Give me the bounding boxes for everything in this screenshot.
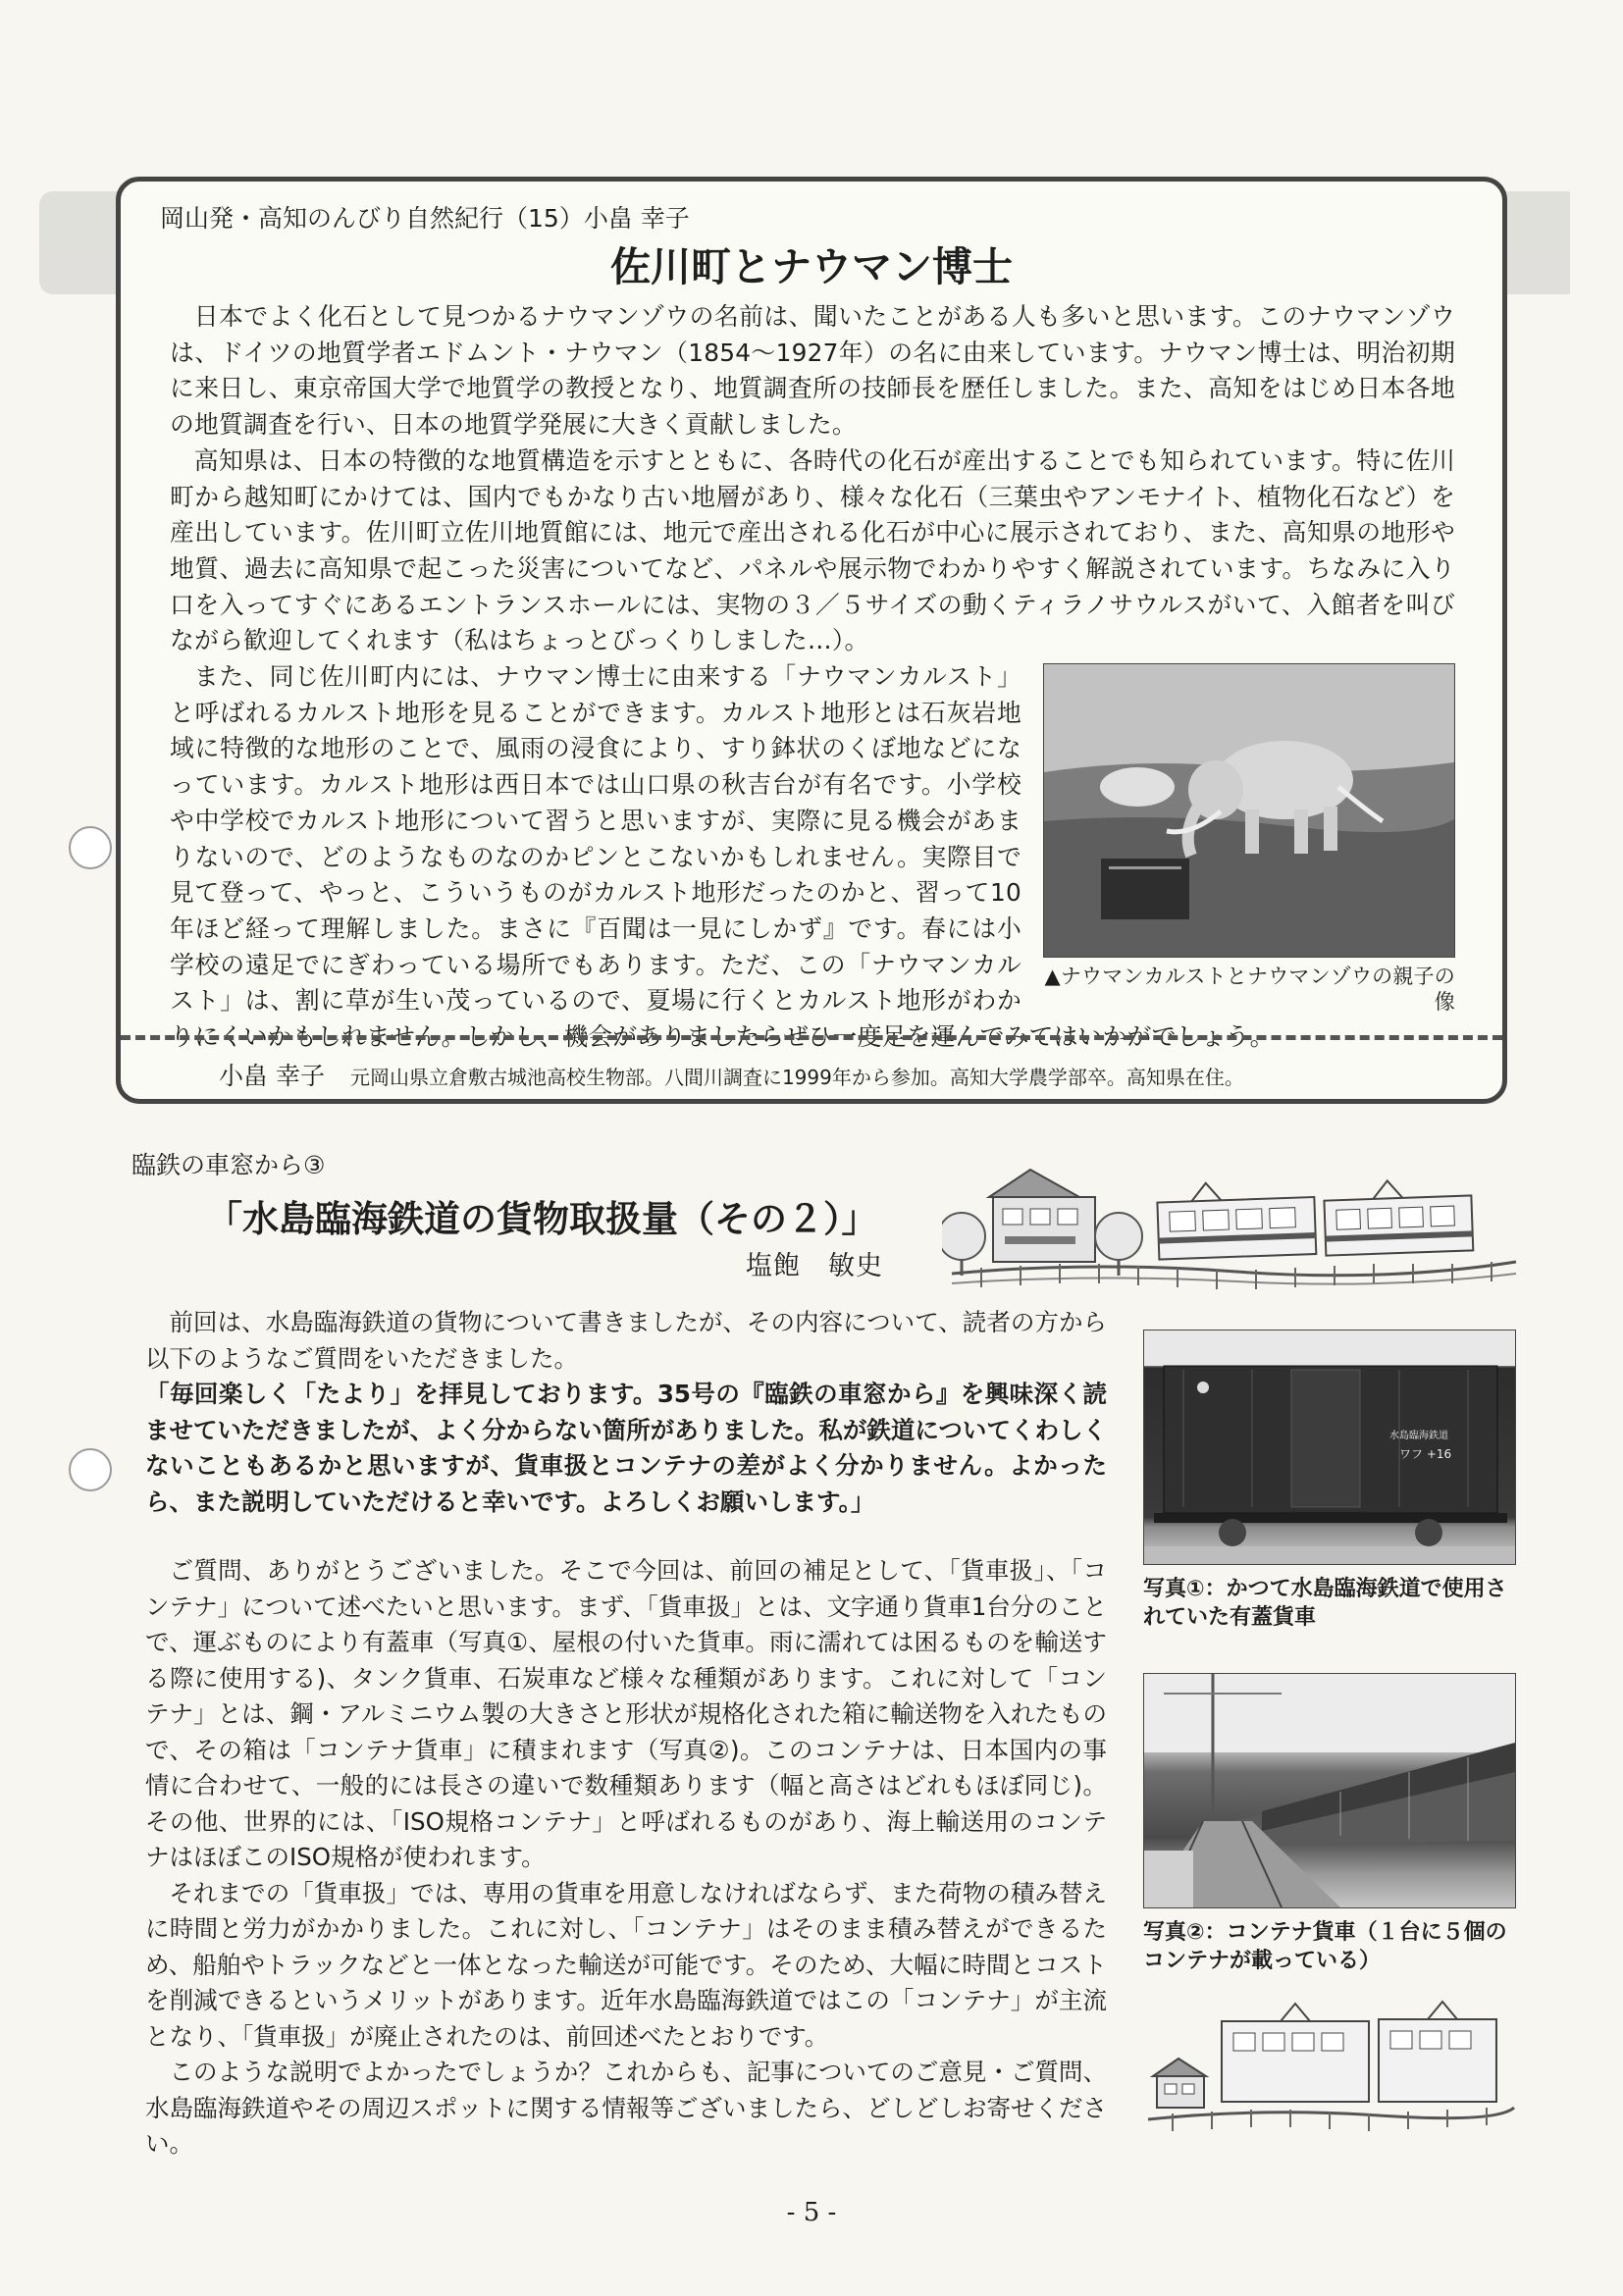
paragraph: 高知県は、日本の特徴的な地質構造を示すとともに、各時代の化石が産出することでも知られています。特に佐川町から越知町にかけては、国内でもかなり古い地層があり、様々な化石（三葉虫やアンモナイト、植物化石など）を産出しています。佐川町立佐川地質館には、地元で産出される化石が中心に展示されており、また、高知県の地形や地質、過去に高知県で起こった災害についてなど、パネルや展示物でわかりやすく解説されています。ちなみに入り口を入ってすぐにあるエントランスホールには、実物の３／５サイズの動くティラノサウルスがいて、入館者を叫びながら歓迎してくれます（私はちょっとびっくりしました…）。 [170, 445, 1455, 655]
author-profile [219, 1057, 1244, 1092]
train-and-house-illustration [1143, 1992, 1516, 2139]
section-divider [121, 1035, 1502, 1040]
paragraph: 前回は、水島臨海鉄道の貨物について書きましたが、その内容について、読者の方から以下のようなご質問をいただきました。 [145, 1308, 1107, 1373]
author-bio: 元岡山県立倉敷古城池高校生物部。八間川調査に1999年から参加。高知大学農学部卒。高知県在住。 [349, 1066, 1244, 1089]
series-label: 岡山発・高知のんびり自然紀行（15）小畠 幸子 [160, 204, 690, 233]
binder-hole-top [69, 826, 112, 869]
article-body [170, 299, 1455, 1056]
article-title-railway: 「水島臨海鉄道の貨物取扱量（その２）」 [206, 1197, 878, 1240]
reader-question-quote: 「毎回楽しく「たより」を拝見しております。35号の『臨鉄の車窓から』を興味深く読ませていただきましたが、よく分からない箇所がありました。私が鉄道についてくわしくないこともあるかと思いますが、貨車扱とコンテナの差がよく分かりません。よかったら、また説明していただけると幸いです。よろしくお願いします。」 [145, 1380, 1107, 1516]
paragraph: また、同じ佐川町内には、ナウマン博士に由来する「ナウマンカルスト」と呼ばれるカルスト地形を見ることができます。カルスト地形とは石灰岩地域に特徴的な地形のことで、風雨の浸食により、すり鉢状のくぼ地などになっています。カルスト地形は西日本では山口県の秋吉台が有名です。小学校や中学校でカルスト地形について習うと思いますが、実際に見る機会があまりないので、どのようなものなのかピンとこないかもしれません。実際目で見て登って、やっと、こういうものがカルスト地形だったのかと、習って10年ほど経って理解しました。まさに『百聞は一見にしかず』です。春には小学校の遠足でにぎわっている場所でもあります。ただ、この「ナウマンカルスト」は、割に草が生い茂っているので、夏場に行くとカルスト地形がわかりにくいかもしれません。しかし、機会がありましたらぜひ一度足を運んでみてはいかがでしょう。 [170, 662, 1275, 1052]
article-title: 佐川町とナウマン博士 [610, 243, 1013, 290]
paragraph: それまでの「貨車扱」では、専用の貨車を用意しなければならず、また荷物の積み替えに時間と労力がかかりました。これに対し、「コンテナ」はそのまま積み替えができるため、船舶やトラックなどと一体となった輸送が可能です。そのため、大幅に時間とコストを削減できるというメリットがあります。近年水島臨海鉄道ではこの「コンテナ」が主流となり、「貨車扱」が廃止されたのは、前回述べたとおりです。 [145, 1878, 1107, 2051]
article-body-railway [145, 1305, 1107, 2163]
house-and-train-illustration [942, 1158, 1521, 1295]
container-train-illustration [1144, 1674, 1515, 1907]
author-name: 小畠 幸子 [219, 1062, 325, 1090]
binder-hole-bottom [69, 1448, 112, 1491]
paragraph: 日本でよく化石として見つかるナウマンゾウの名前は、聞いたことがある人も多いと思います。このナウマンゾウは、ドイツの地質学者エドムント・ナウマン（1854〜1927年）の名に由来しています。ナウマン博士は、明治初期に来日し、東京帝国大学で地質学の教授となり、地質調査所の技師長を歴任しました。また、高知をはじめ日本各地の地質調査を行い、日本の地質学発展に大きく貢献しました。 [170, 302, 1455, 440]
photo-caption: ▲ナウマンカルストとナウマンゾウの親子の像 [1044, 965, 1455, 1015]
boxcar-label-number: ワフ +16 [1399, 1447, 1452, 1461]
page-number: - 5 - [786, 2198, 837, 2227]
container-car-photo [1143, 1673, 1516, 1908]
photo-caption-boxcar: 写真①：かつて水島臨海鉄道で使用されていた有蓋貨車 [1143, 1577, 1507, 1630]
paragraph: ご質問、ありがとうございました。そこで今回は、前回の補足として、「貨車扱」、「コンテナ」について述べたいと思います。まず、「貨車扱」とは、文字通り貨車1台分のことで、運ぶものにより有蓋車（写真①、屋根の付いた貨車。雨に濡れては困るものを輸送する際に使用する)、タンク貨車、石炭車など様々な種類があります。これに対して「コンテナ」とは、鋼・アルミニウム製の大きさと形状が規格化された箱に輸送物を入れたもので、その箱は「コンテナ貨車」に積まれます（写真②)。このコンテナは、日本国内の事情に合わせて、一般的には長さの違いで数種類あります（幅と高さはどれもほぼ同じ)。その他、世界的には、「ISO規格コンテナ」と呼ばれるものがあり、海上輸送用のコンテナはほぼこのISO規格が使われます。 [145, 1556, 1107, 1871]
series-label-railway: 臨鉄の車窓から③ [131, 1151, 326, 1179]
elephant-statue-illustration [1044, 664, 1454, 957]
author-byline: 塩飽 敏史 [746, 1251, 883, 1281]
article-nature-journal [116, 177, 1507, 1104]
naumann-karst-photo [1043, 663, 1455, 958]
boxcar-label-company: 水島臨海鉄道 [1389, 1431, 1448, 1441]
photo-caption-container: 写真②：コンテナ貨車（１台に５個のコンテナが載っている） [1143, 1920, 1507, 1973]
boxcar-photo [1143, 1330, 1516, 1565]
paragraph: このような説明でよかったでしょうか？これからも、記事についてのご意見・ご質問、水島臨海鉄道やその周辺スポットに関する情報等ございましたら、どしどしお寄せください。 [145, 2058, 1107, 2158]
boxcar-illustration [1144, 1331, 1515, 1564]
